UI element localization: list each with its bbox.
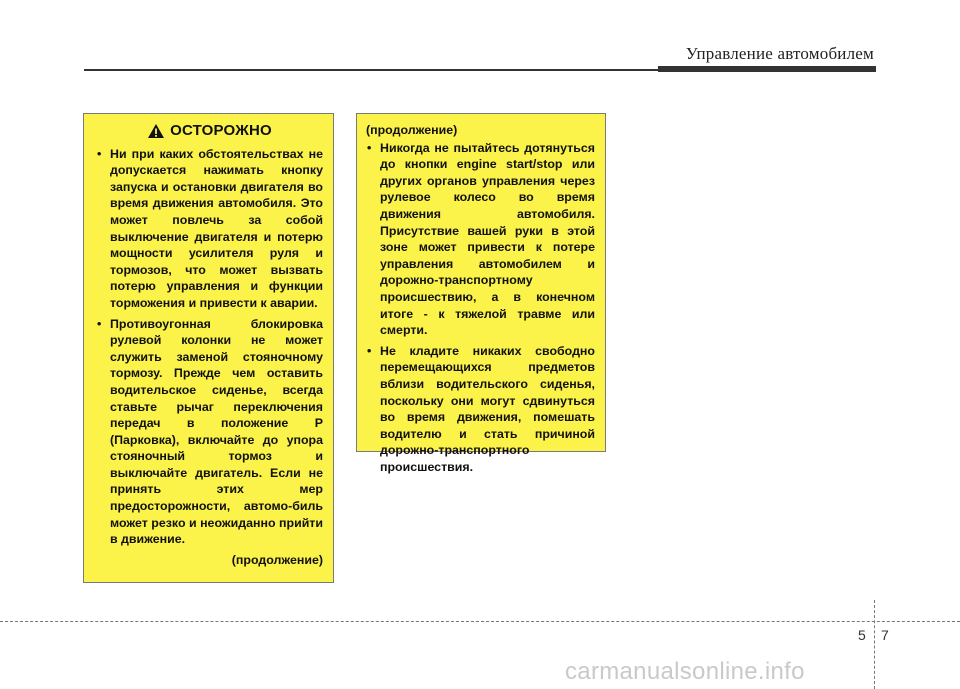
page-number: 7 <box>881 627 889 643</box>
continued-label: (продолжение) <box>231 552 323 567</box>
footer-rule <box>0 621 960 622</box>
header-rule-accent <box>658 66 876 72</box>
continued-label: (продолжение) <box>366 123 458 137</box>
page-header-title: Управление автомобилем <box>685 44 874 63</box>
warning-bullet: • Не кладите никаких свободно перемещающихся предметов вблизи водительского сиденья, поскольку они могут сдвинуться во время движения, помешать водителю и стать причиной дорожно-транспортного происшествия. <box>366 343 595 476</box>
warning-box <box>83 113 334 583</box>
watermark: carmanualsonline.info <box>565 658 805 685</box>
warning-title: ОСТОРОЖНО <box>170 122 272 139</box>
warning-triangle-icon <box>147 123 165 139</box>
page-number-divider <box>874 600 875 689</box>
section-number: 5 <box>858 627 866 643</box>
warning-heading <box>96 123 323 140</box>
warning-bullet: • Ни при каких обстоятельствах не допускается нажимать кнопку запуска и остановки двигателя во время движения автомобиля. Это может повлечь за собой выключение двигателя и потерю мощности усилителя руля и тормозов, что может вызвать потерю управления и функции торможения и привести к аварии. <box>96 146 323 312</box>
warning-bullet: • Противоугонная блокировка рулевой колонки не может служить заменой стояночному тормозу. Прежде чем оставить водительское сиденье, всегда ставьте рычаг переключения передач в положение P (Парковка), включайте до упора стояночный тормоз и выключайте двигатель. Если не принять этих мер предосторожности, автомо-биль может резко и неожиданно прийти в движение. <box>96 316 323 548</box>
continued-warning-box <box>356 113 606 474</box>
warning-bullet: • Никогда не пытайтесь дотянуться до кнопки engine start/stop или других органов управления через рулевое колесо во время движения автомобиля. Присутствие вашей руки в этой зоне может привести к потере управления автомобилем и дорожно-транспортному происшествию, а в конечном итоге - к тяжелой травме или смерти. <box>366 140 595 339</box>
